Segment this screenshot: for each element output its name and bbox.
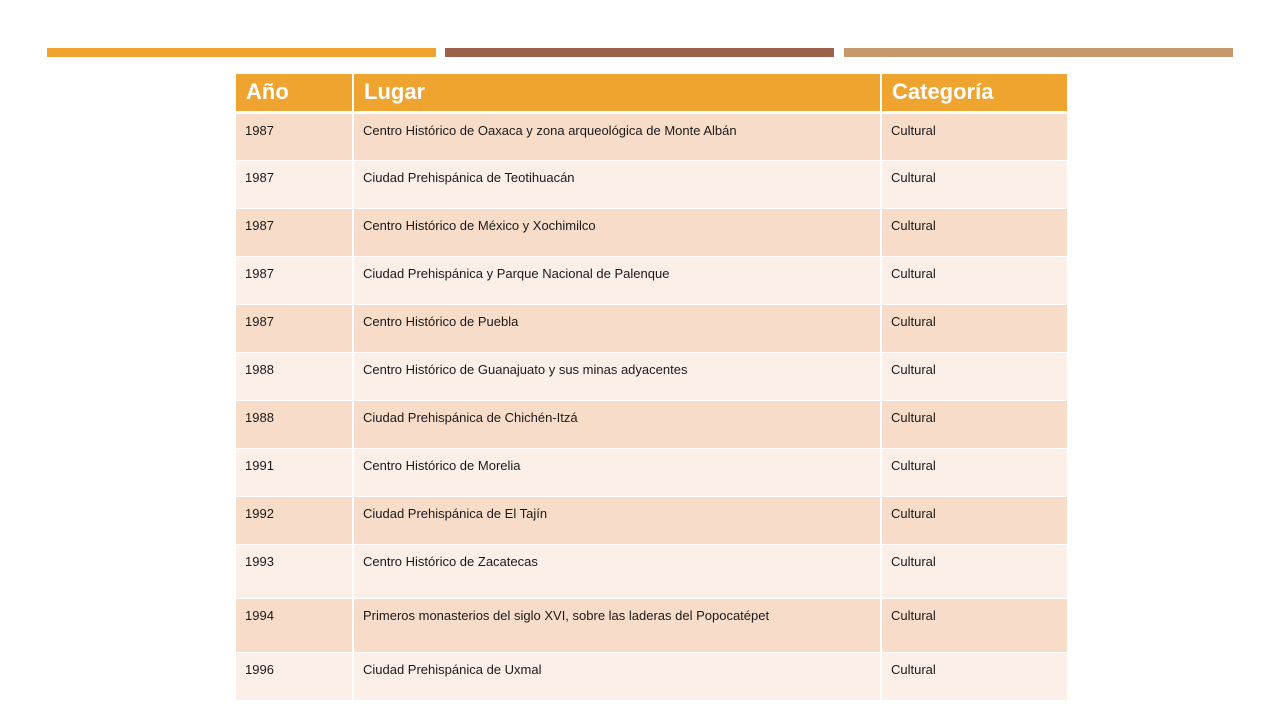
cell-category: Cultural xyxy=(881,598,1067,652)
table-row xyxy=(236,208,1067,256)
cell-category: Cultural xyxy=(881,208,1067,256)
cell-category: Cultural xyxy=(881,160,1067,208)
heritage-sites-table xyxy=(236,74,1067,701)
cell-year: 1993 xyxy=(236,544,353,598)
table-row xyxy=(236,256,1067,304)
cell-place: Centro Histórico de Zacatecas xyxy=(353,544,881,598)
cell-year: 1992 xyxy=(236,496,353,544)
header-year: Año xyxy=(236,74,353,112)
table-body xyxy=(236,112,1067,700)
cell-place: Ciudad Prehispánica de Chichén-Itzá xyxy=(353,400,881,448)
table-row xyxy=(236,352,1067,400)
cell-place: Centro Histórico de Morelia xyxy=(353,448,881,496)
cell-category: Cultural xyxy=(881,256,1067,304)
table-header-row xyxy=(236,74,1067,112)
cell-year: 1987 xyxy=(236,112,353,160)
cell-place: Ciudad Prehispánica de Teotihuacán xyxy=(353,160,881,208)
table-row xyxy=(236,400,1067,448)
table-row xyxy=(236,112,1067,160)
cell-category: Cultural xyxy=(881,352,1067,400)
accent-bar-orange xyxy=(47,48,436,57)
cell-place: Centro Histórico de Puebla xyxy=(353,304,881,352)
cell-year: 1987 xyxy=(236,256,353,304)
heritage-table-container xyxy=(236,74,1067,701)
table-row xyxy=(236,448,1067,496)
cell-category: Cultural xyxy=(881,544,1067,598)
cell-place: Ciudad Prehispánica de El Tajín xyxy=(353,496,881,544)
cell-place: Centro Histórico de Oaxaca y zona arqueológica de Monte Albán xyxy=(353,112,881,160)
cell-year: 1988 xyxy=(236,400,353,448)
header-category: Categoría xyxy=(881,74,1067,112)
accent-bar-tan xyxy=(844,48,1233,57)
cell-category: Cultural xyxy=(881,112,1067,160)
cell-place: Centro Histórico de Guanajuato y sus minas adyacentes xyxy=(353,352,881,400)
table-row xyxy=(236,304,1067,352)
cell-year: 1987 xyxy=(236,208,353,256)
cell-place: Ciudad Prehispánica y Parque Nacional de Palenque xyxy=(353,256,881,304)
table-row xyxy=(236,652,1067,700)
cell-category: Cultural xyxy=(881,400,1067,448)
cell-year: 1987 xyxy=(236,160,353,208)
cell-year: 1987 xyxy=(236,304,353,352)
table-row xyxy=(236,160,1067,208)
cell-category: Cultural xyxy=(881,304,1067,352)
cell-place: Centro Histórico de México y Xochimilco xyxy=(353,208,881,256)
cell-category: Cultural xyxy=(881,496,1067,544)
cell-year: 1988 xyxy=(236,352,353,400)
table-row xyxy=(236,496,1067,544)
cell-year: 1996 xyxy=(236,652,353,700)
cell-place: Ciudad Prehispánica de Uxmal xyxy=(353,652,881,700)
cell-year: 1994 xyxy=(236,598,353,652)
table-row xyxy=(236,544,1067,598)
accent-bar-brown xyxy=(445,48,834,57)
header-place: Lugar xyxy=(353,74,881,112)
cell-place: Primeros monasterios del siglo XVI, sobre las laderas del Popocatépet xyxy=(353,598,881,652)
cell-category: Cultural xyxy=(881,652,1067,700)
table-row xyxy=(236,598,1067,652)
cell-category: Cultural xyxy=(881,448,1067,496)
cell-year: 1991 xyxy=(236,448,353,496)
